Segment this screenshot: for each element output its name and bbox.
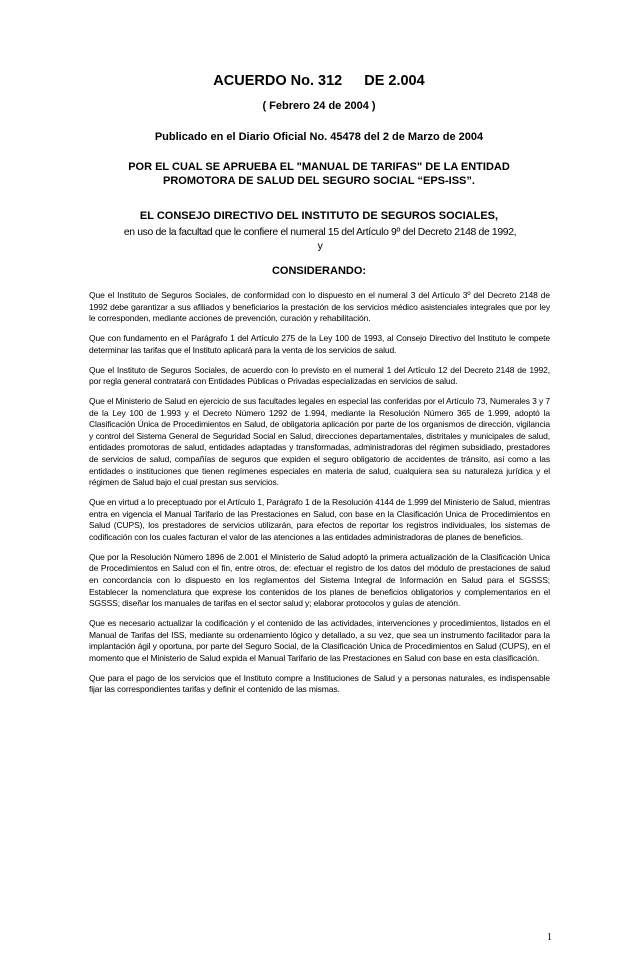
paragraph: Que el Instituto de Seguros Sociales, de acuerdo con lo previsto en el numeral 1 del Artículo 12 del Decreto 2148 de 1992, por regla general contratará con Entidades Públicas o Privadas especializadas en servicios de salud. xyxy=(89,364,550,387)
publication-line: Publicado en el Diario Oficial No. 45478 del 2 de Marzo de 2004 xyxy=(154,131,484,143)
paragraph: Que en virtud a lo preceptuado por el Artículo 1, Parágrafo 1 de la Resolución 4144 de 1.999 del Ministerio de Salud, mientras entra en vigencia el Manual Tarifario de las Prestaciones en Salud, con base en la Clasificación Unica de Procedimientos en Salud (CUPS), los prestadores de servicios utilizarán, para efectos de reportar los registros individuales, los sistemas de codificación con los cuales facturan el valor de las atenciones a las entidades administradoras de planes de beneficios. xyxy=(89,497,550,542)
agreement-year: DE 2.004 xyxy=(364,73,425,89)
document-body xyxy=(89,290,550,704)
considerando-heading: CONSIDERANDO: xyxy=(271,265,367,277)
paragraph: Que con fundamento en el Parágrafo 1 del Artículo 275 de la Ley 100 de 1993, al Consejo Directivo del Instituto le compete determinar las tarifas que el Instituto aplicará para la venta de los servicios de salud. xyxy=(89,333,550,355)
paragraph: Que por la Resolución Número 1896 de 2.001 el Ministerio de Salud adoptó la primera actualización de la Clasificación Unica de Procedimientos en Salud con el fin, entre otros, de: efectuar el registro de los datos del módulo de prestaciones de salud en concordancia con lo dispuesto en los reglamentos del Sistema Integral de Información en Salud para el SGSSS; Establecer la nomenclatura que exprese los contenidos de los planes de beneficios obligatorios y complementarios en el SGSSS; diseñar los manuales de tarifas en el sector salud y; elaborar protocolos y guías de atención. xyxy=(89,551,550,609)
paragraph: Que el Ministerio de Salud en ejercicio de sus facultades legales en especial las conferidas por el Artículo 73, Numerales 3 y 7 de la Ley 100 de 1.993 y el Decreto Número 1292 de 1.994, mediante la Resolución Número 365 de 1.999, adoptó la Clasificación Única de Procedimientos en Salud, de obligatoria aplicación por parte de los organismos de dirección, vigilancia y control del Sistema General de Seguridad Social en Salud, direcciones departamentales, distritales y municipales de salud, entidades promotoras de salud, entidades adaptadas y transformadas, administradoras del régimen subsidiado, prestadores de servicios de salud, compañías de seguros que expiden el seguro obligatorio de accidentes de tránsito, así como a las entidades o instituciones que tienen regímenes especiales en materia de salud, cualquiera sea su naturaleza jurídica y el régimen de Salud bajo el cual prestan sus servicios. xyxy=(89,396,550,488)
paragraph: Que el Instituto de Seguros Sociales, de conformidad con lo dispuesto en el numeral 3 del Artículo 3º del Decreto 2148 de 1992 debe garantizar a sus afiliados y beneficiarios la prestación de los servicios médico asistenciales integrales que por ley le corresponden, mediante acciones de prevención, curación y rehabilitación. xyxy=(89,290,550,324)
intro-line-1: en uso de la facultad que le confiere el numeral 15 del Artículo 9º del Decreto 2148 de 1992, xyxy=(123,227,517,238)
intro-statement xyxy=(85,226,555,253)
paragraph: Que para el pago de los servicios que el Instituto compre a Instituciones de Salud y a personas naturales, es indispensable fijar las correspondientes tarifas y definir el contenido de las mismas. xyxy=(89,672,550,695)
subject-line-1: POR EL CUAL SE APRUEBA EL "MANUAL DE TARIFAS" DE LA ENTIDAD xyxy=(128,161,510,173)
subject-line-2: PROMOTORA DE SALUD DEL SEGURO SOCIAL “EPS-ISS”. xyxy=(163,175,475,187)
page-number: 1 xyxy=(547,932,552,943)
paragraph: Que es necesario actualizar la codificación y el contenido de las actividades, intervenciones y procedimientos, listados en el Manual de Tarifas del ISS, mediante su ordenamiento lógico y detallado, a su vez, que sea un instrumento facilitador para la implantación ágil y oportuna, por parte del Seguro Social, de la Clasificación Unica de Procedimientos en Salud (CUPS), en el momento que el Ministerio de Salud expida el Manual Tarifario de las Prestaciones en Salud con base en esta clasificación. xyxy=(89,618,550,663)
intro-line-2: y xyxy=(317,240,323,252)
document-date: ( Febrero 24 de 2004 ) xyxy=(262,100,376,112)
agreement-number: ACUERDO No. 312 xyxy=(213,73,343,89)
document-subject xyxy=(40,160,598,188)
document-title xyxy=(40,73,598,89)
council-heading: EL CONSEJO DIRECTIVO DEL INSTITUTO DE SEGUROS SOCIALES, xyxy=(139,210,499,222)
